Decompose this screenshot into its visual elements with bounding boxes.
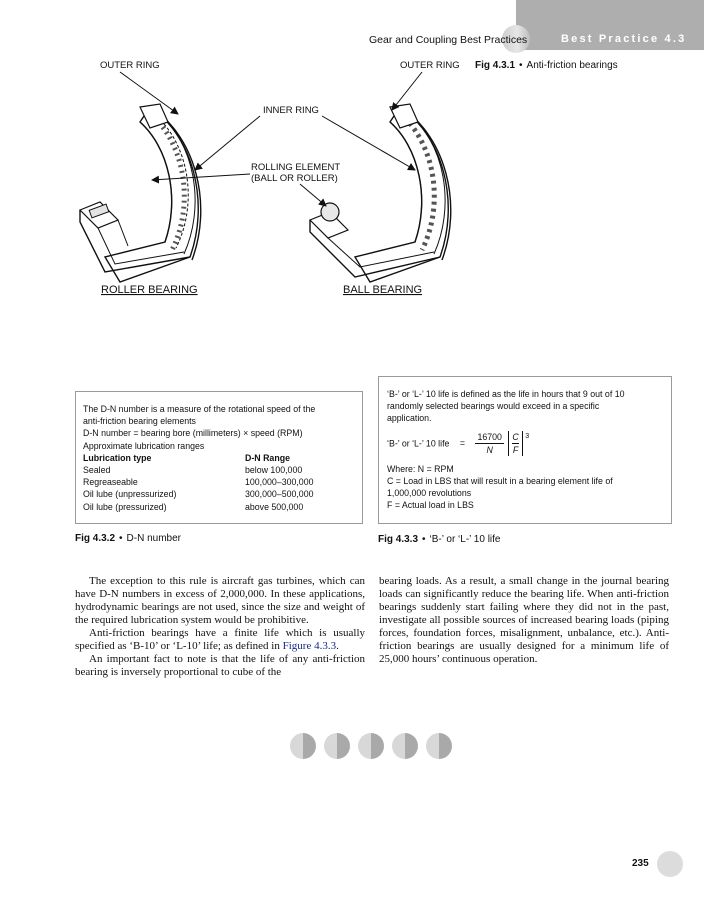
body-text: .: [336, 640, 339, 652]
dn-approx-heading: Approximate lubrication ranges: [83, 440, 205, 451]
eq-f: F: [512, 444, 519, 455]
fig-433-label: Fig 4.3.3: [378, 534, 419, 545]
dn-formula-part-b: speed (RPM): [250, 428, 303, 439]
fig-432-caption: [75, 533, 181, 544]
col-header-type: Lubrication type: [83, 452, 152, 463]
label-rolling-element-2: (BALL OR ROLLER): [251, 173, 338, 184]
c-definition-line-2: 1,000,000 revolutions: [387, 488, 472, 499]
body-left-column: [75, 575, 365, 679]
eq-numerator: 16700: [475, 431, 503, 444]
caption-bullet: •: [422, 534, 426, 545]
ball-bearing-drawing: [310, 104, 451, 282]
c-definition-line-1: C = Load in LBS that will result in a bearing element life of: [387, 475, 613, 486]
fig-432-caption-text: D-N number: [126, 533, 181, 544]
body-paragraph: The exception to this rule is aircraft gas turbines, which can have D-N numbers in excess of 2,000,000. In these applications, hydrodynamic bearings are not used, since the size and weight of the required lubrication system would be prohibitive.: [75, 575, 365, 626]
table-row: [83, 464, 314, 476]
caption-bullet: •: [519, 60, 523, 71]
col-header-range: D-N Range: [245, 452, 290, 463]
dn-formula-part-a: D-N number = bearing bore (millimeters): [83, 428, 241, 439]
running-header-section: Best Practice 4.3: [561, 33, 687, 45]
body-text: Anti-friction bearings have a finite life which is usually specified as ‘B-10’ or ‘L-10’ life; as defined in: [75, 627, 365, 652]
dn-intro-line-2: anti-friction bearing elements: [83, 416, 196, 427]
body-paragraph: An important fact to note is that the life of any anti-friction bearing is inversely proportional to cube of the: [75, 653, 365, 678]
label-ball-bearing: BALL BEARING: [343, 284, 423, 296]
lube-type-cell: Oil lube (unpressurized): [83, 489, 177, 500]
lube-type-cell: Regreaseable: [83, 477, 138, 488]
caption-bullet: •: [119, 533, 123, 544]
table-row: [83, 488, 314, 500]
fig-432-label: Fig 4.3.2: [75, 533, 116, 544]
fig-433-caption-text: ‘B-’ or ‘L-’ 10 life: [429, 534, 501, 545]
body-paragraph: bearing loads. As a result, a small change in the journal bearing loads can significantly reduce the bearing life. When anti-friction bearings suddenly start failing where they did not in the past, investigate all possible sources of increased bearing loads (piping forces, foundation forces, misalignment, unbalance, etc.). Anti-friction bearings are usually designed for a minimum life of 25,000 hours’ continuous operation.: [379, 575, 669, 665]
bearing-illustration: [60, 52, 480, 302]
dn-range-cell: 300,000–500,000: [245, 489, 314, 500]
figure-reference-link[interactable]: Figure 4.3.3: [282, 640, 337, 652]
decorative-dot: [358, 733, 384, 759]
dn-range-cell: above 500,000: [245, 501, 304, 512]
b10-equation: [387, 431, 671, 459]
b10-definition-line-1: ‘B-’ or ‘L-’ 10 life is defined as the life in hours that 9 out of 10: [387, 389, 625, 399]
decorative-dot: [392, 733, 418, 759]
running-header-book-title: Gear and Coupling Best Practices: [369, 34, 528, 46]
dn-range-cell: 100,000–300,000: [245, 477, 314, 488]
label-inner-ring: INNER RING: [263, 105, 319, 116]
fig-431-caption: [475, 60, 618, 71]
label-rolling-element-1: ROLLING ELEMENT: [251, 162, 341, 173]
body-right-column: [379, 575, 669, 666]
label-outer-ring-left: OUTER RING: [100, 60, 160, 71]
lubrication-table: [83, 452, 314, 513]
lube-type-cell: Sealed: [83, 465, 111, 476]
page-number: 235: [632, 858, 649, 869]
page-number-circle: [657, 851, 683, 877]
roller-bearing-drawing: [80, 104, 201, 282]
table-row: [83, 476, 314, 488]
eq-lhs: ‘B-’ or ‘L-’ 10 life: [387, 438, 450, 449]
eq-c: C: [512, 431, 518, 444]
f-definition: F = Actual load in LBS: [387, 500, 474, 511]
dn-formula: [83, 427, 362, 439]
label-roller-bearing: ROLLER BEARING: [101, 284, 198, 296]
eq-exponent: 3: [525, 432, 530, 440]
dn-number-box: [75, 391, 363, 524]
dn-range-cell: below 100,000: [245, 465, 303, 476]
decorative-dot: [426, 733, 452, 759]
b10-definition-line-2: randomly selected bearings would exceed in a specific: [387, 401, 600, 412]
decorative-dot: [324, 733, 350, 759]
dn-intro-line-1: The D-N number is a measure of the rotational speed of the: [83, 404, 316, 414]
fig-431-caption-text: Anti-friction bearings: [526, 60, 618, 71]
table-row: [83, 501, 314, 513]
eq-equals: =: [459, 438, 466, 449]
eq-bracket: [508, 431, 522, 456]
b10-life-box: [378, 376, 672, 524]
where-n: Where: N = RPM: [387, 463, 454, 474]
fig-433-caption: [378, 534, 500, 545]
lube-type-cell: Oil lube (pressurized): [83, 501, 167, 512]
label-outer-ring-right: OUTER RING: [400, 60, 460, 71]
decorative-dot: [290, 733, 316, 759]
b10-definition-line-3: application.: [387, 413, 432, 424]
table-header-row: [83, 452, 314, 464]
eq-fraction: [475, 431, 503, 456]
eq-denominator: N: [486, 444, 493, 455]
fig-431-label: Fig 4.3.1: [475, 60, 516, 71]
dn-formula-times: ×: [243, 428, 249, 439]
body-paragraph: [75, 627, 365, 653]
